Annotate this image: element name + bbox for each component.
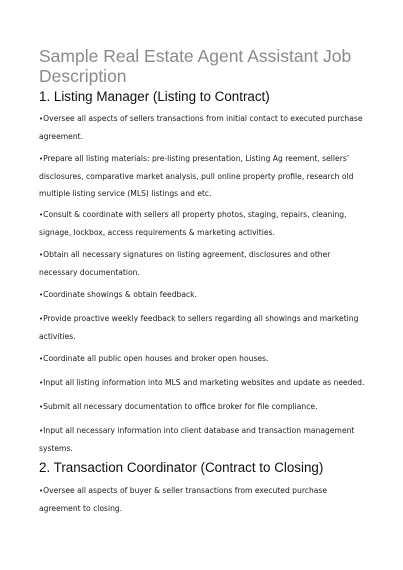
bullet-item: [39, 398, 369, 416]
section-heading-listing-manager: 1. Listing Manager (Listing to Contract): [39, 89, 270, 104]
bullet-text: Obtain all necessary signatures on listing agreement, disclosures and other necessary documentation.: [39, 250, 331, 277]
bullet-text: Submit all necessary documentation to office broker for file compliance.: [43, 402, 318, 411]
bullet-item: [39, 286, 369, 304]
bullet-icon: •: [39, 427, 44, 435]
bullet-text: Prepare all listing materials: pre-listing presentation, Listing Ag reement, sellers’ disclosures, comparative market analysis, pull online property profile, research old multiple listing service (MLS) listings and etc.: [39, 154, 354, 198]
bullet-text: Coordinate all public open houses and broker open houses.: [43, 354, 269, 363]
bullet-icon: •: [39, 291, 44, 299]
bullet-text: Oversee all aspects of buyer & seller transactions from executed purchase agreement to closing.: [39, 486, 328, 513]
bullet-icon: •: [39, 403, 44, 411]
bullet-icon: •: [39, 115, 44, 123]
document-title: Sample Real Estate Agent Assistant Job Description: [39, 46, 352, 86]
bullet-icon: •: [39, 355, 44, 363]
bullet-icon: •: [39, 155, 44, 163]
bullet-item: [39, 246, 369, 281]
bullet-text: Consult & coordinate with sellers all property photos, staging, repairs, cleaning, signage, lockbox, access requirements & marketing activities.: [39, 210, 347, 237]
bullet-text: Oversee all aspects of sellers transactions from initial contact to executed purchase agreement.: [39, 114, 363, 141]
bullet-text: Coordinate showings & obtain feedback.: [43, 290, 197, 299]
bullet-text: Input all listing information into MLS and marketing websites and update as needed.: [43, 378, 365, 387]
bullet-item: [39, 422, 369, 457]
bullet-icon: •: [39, 487, 44, 495]
bullet-item: [39, 374, 369, 392]
bullet-item: [39, 150, 369, 202]
bullet-icon: •: [39, 211, 44, 219]
bullet-item: [39, 482, 369, 517]
bullet-item: [39, 350, 369, 368]
bullet-text: Provide proactive weekly feedback to sellers regarding all showings and marketing activities.: [39, 314, 359, 341]
bullet-item: [39, 110, 369, 145]
bullet-icon: •: [39, 315, 44, 323]
bullet-icon: •: [39, 379, 44, 387]
bullet-text: Input all necessary information into client database and transaction management systems.: [39, 426, 355, 453]
section-heading-transaction-coordinator: 2. Transaction Coordinator (Contract to Closing): [39, 460, 324, 475]
bullet-item: [39, 310, 369, 345]
bullet-item: [39, 206, 369, 241]
bullet-icon: •: [39, 251, 44, 259]
